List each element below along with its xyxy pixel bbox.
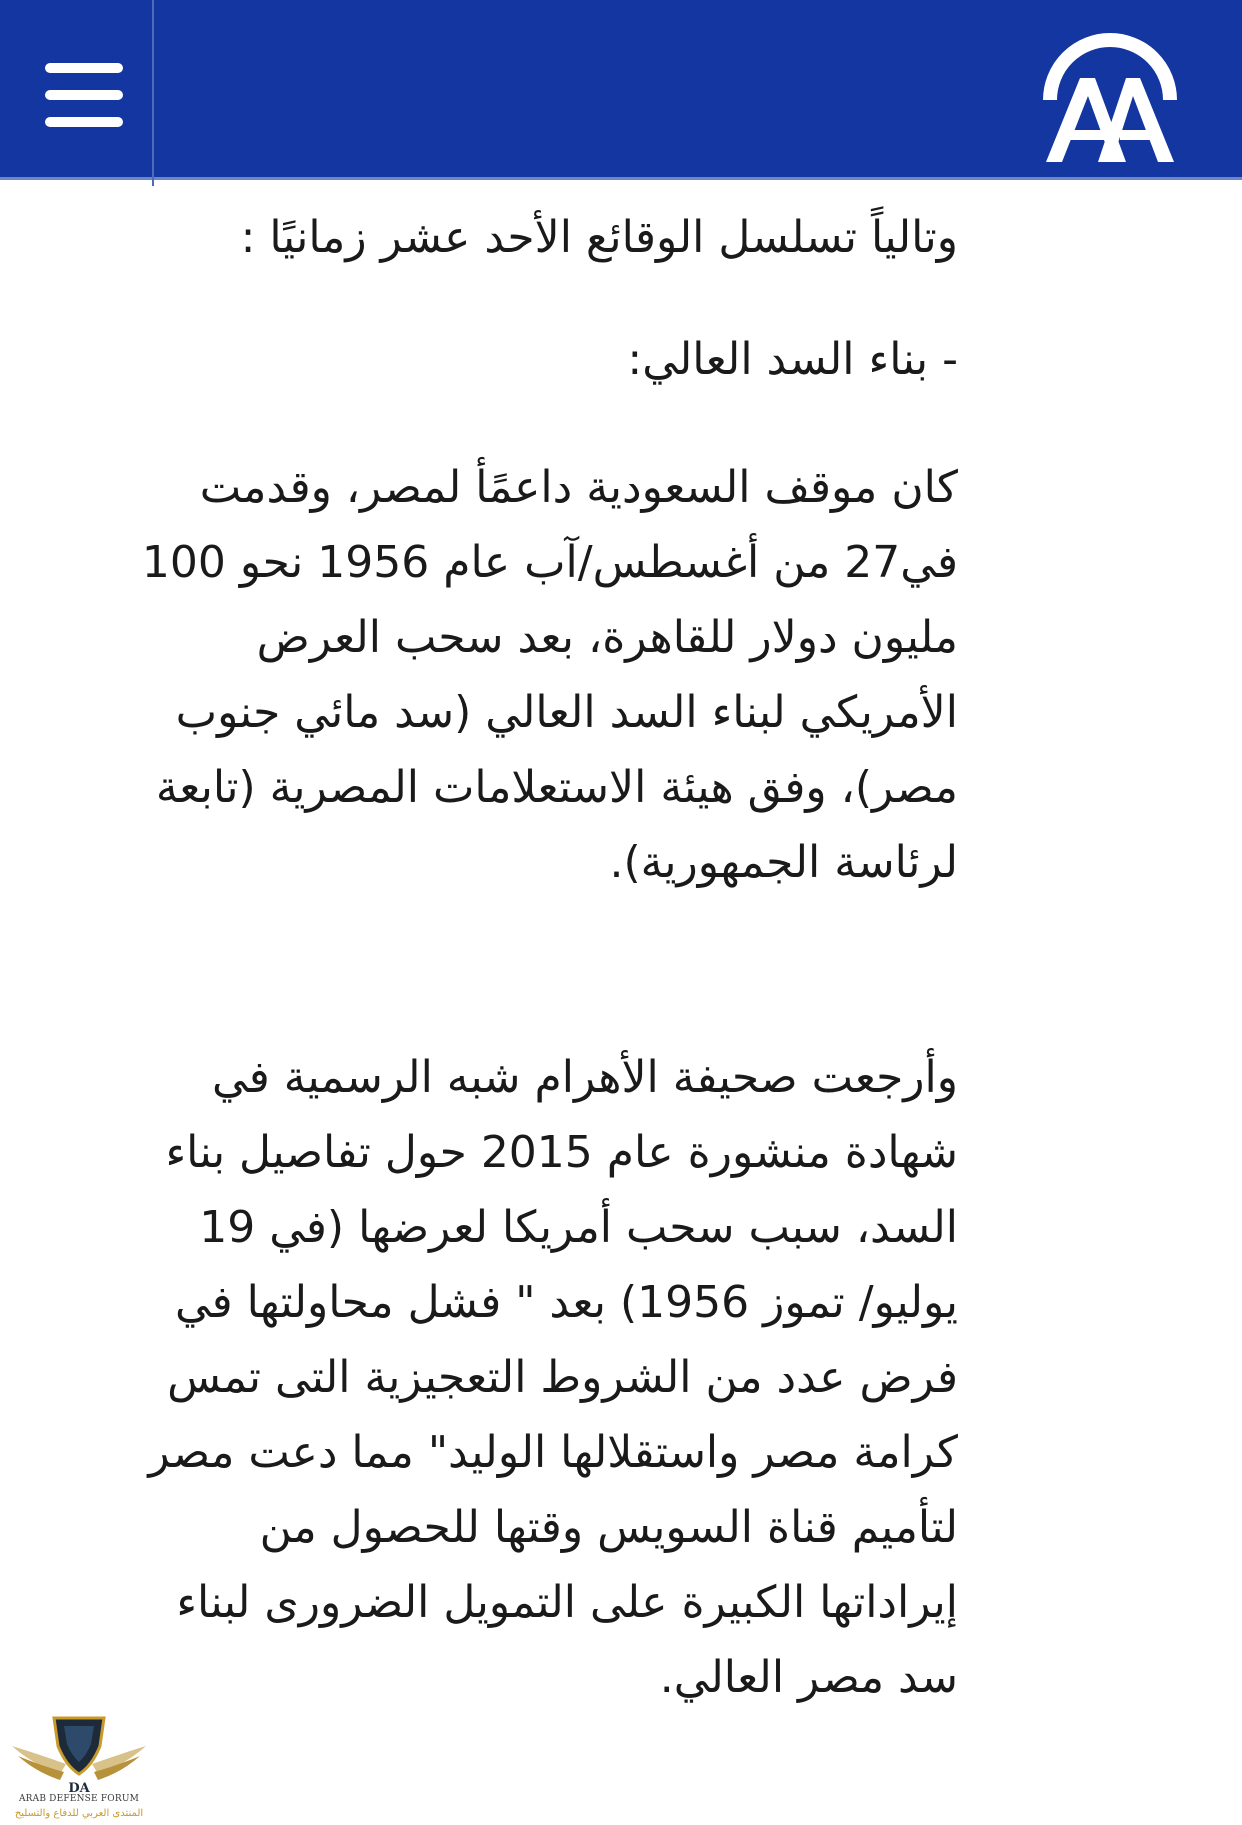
anadolu-agency-logo[interactable] bbox=[1040, 30, 1180, 165]
section-heading: - بناء السد العالي: bbox=[627, 334, 958, 385]
menu-button[interactable] bbox=[0, 0, 154, 180]
arab-defense-forum-logo bbox=[8, 1712, 150, 1794]
top-app-bar bbox=[0, 0, 1242, 180]
article-paragraph: وأرجعت صحيفة الأهرام شبه الرسمية في شهادة منشورة عام 2015 حول تفاصيل بناء السد، سبب سحب أمريكا لعرضها (في 19 يوليو/ تموز 1956) بعد " فشل محاولتها في فرض عدد من الشروط التعجيزية التى تمس كرامة مصر واستقلالها الوليد" مما دعت مصر لتأميم قناة السويس وقتها للحصول من إيراداتها الكبيرة على التمويل الضرورى لبناء سد مصر العالي. bbox=[148, 1052, 958, 1703]
hamburger-menu-icon bbox=[45, 63, 123, 73]
watermark-name-arabic: المنتدى العربي للدفاع والتسليح bbox=[14, 1808, 144, 1819]
article-paragraph: كان موقف السعودية داعمًأ لمصر، وقدمت في27 من أغسطس/آب عام 1956 نحو 100 مليون دولار للقاهرة، بعد سحب العرض الأمريكي لبناء السد العالي (سد مائي جنوب مصر)، وفق هيئة الاستعلامات المصرية (تابعة لرئاسة الجمهورية). bbox=[141, 462, 958, 888]
watermark-name: ARAB DEFENSE FORUM bbox=[18, 1794, 140, 1804]
watermark bbox=[8, 1712, 150, 1822]
svg-text:DA: DA bbox=[68, 1781, 90, 1794]
article-intro: وتالياً تسلسل الوقائع الأحد عشر زمانيًا : bbox=[240, 212, 958, 263]
menu-divider bbox=[152, 180, 154, 186]
hamburger-menu-icon-bar bbox=[45, 90, 123, 100]
hamburger-menu-icon-bar bbox=[45, 117, 123, 127]
